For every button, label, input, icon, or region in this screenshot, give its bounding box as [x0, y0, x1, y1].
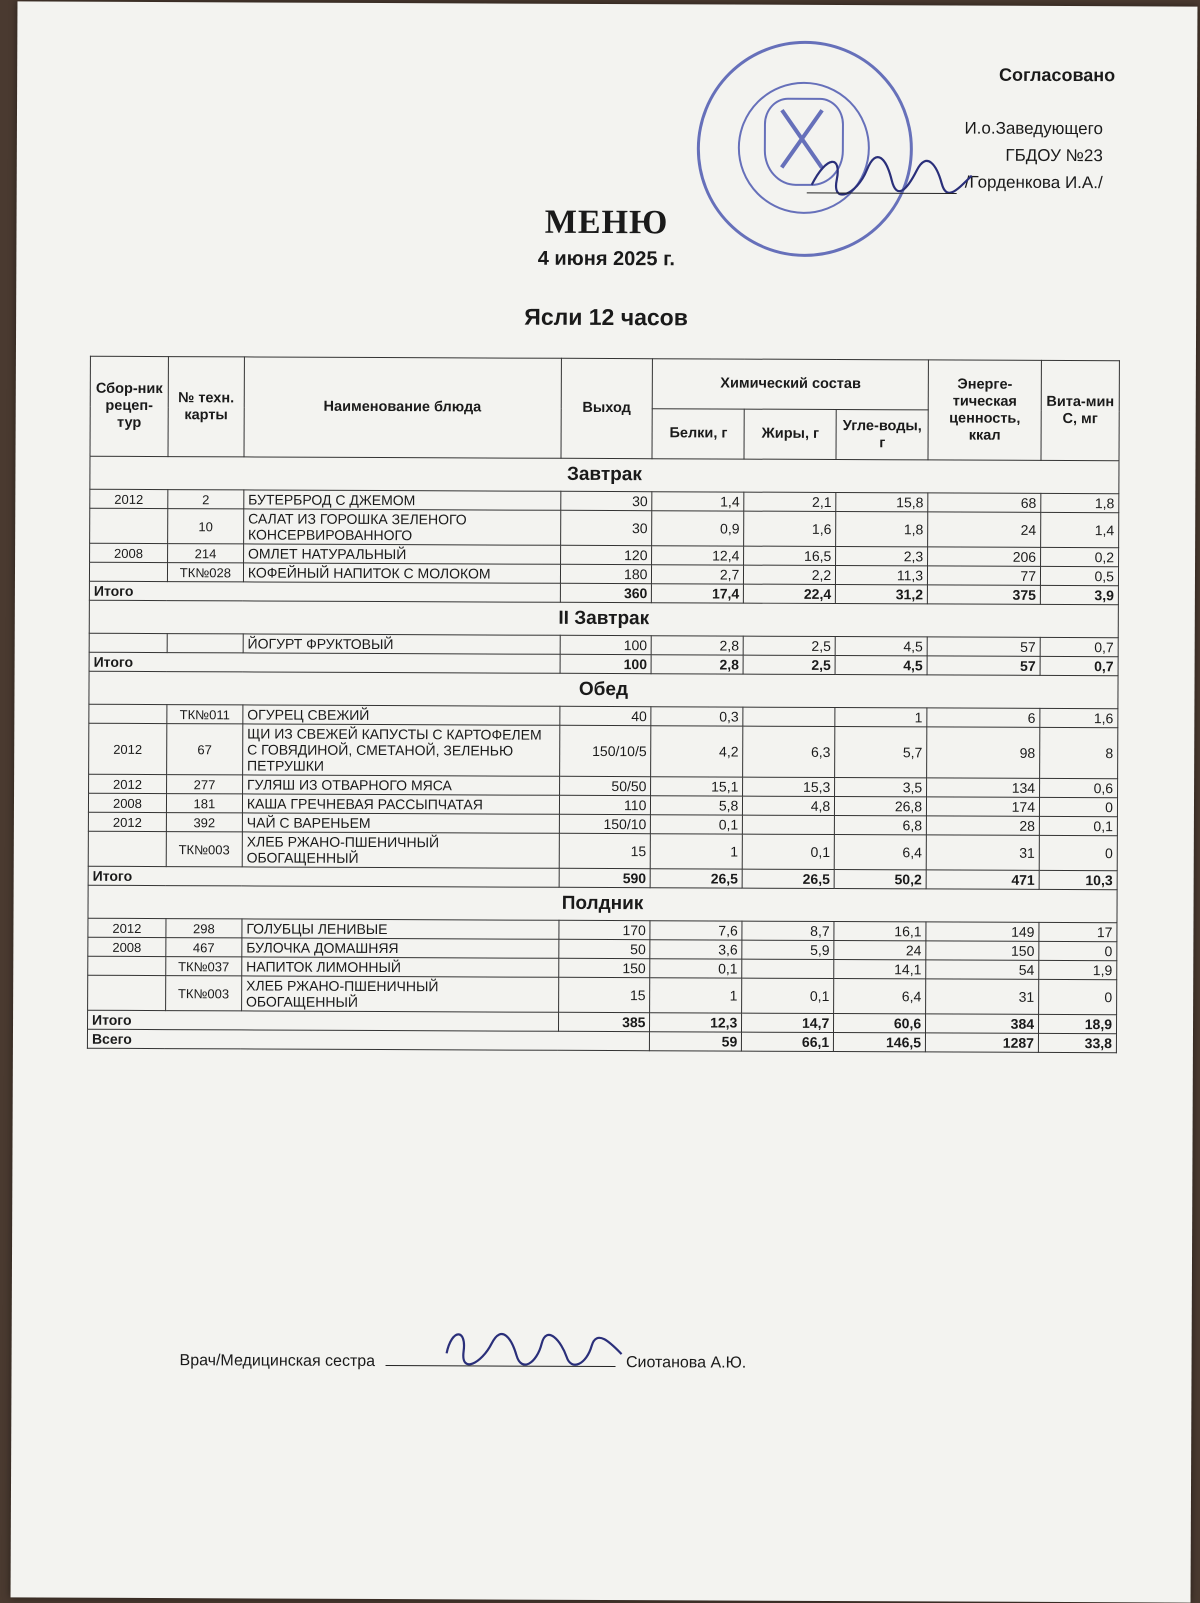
grand-total-energy: 1287 — [926, 1033, 1039, 1052]
total-vitamin: 18,9 — [1039, 1014, 1117, 1033]
vitamin-cell: 17 — [1039, 922, 1117, 941]
total-yield: 100 — [560, 654, 652, 673]
fat-cell: 2,5 — [743, 636, 835, 655]
dish-cell: КАША ГРЕЧНЕВАЯ РАССЫПЧАТАЯ — [242, 794, 559, 814]
section-title: Обед — [89, 671, 1118, 708]
carb-cell: 6,4 — [834, 979, 926, 1014]
protein-cell: 0,1 — [650, 959, 742, 978]
total-vitamin: 10,3 — [1039, 870, 1117, 889]
collection-cell — [89, 562, 167, 581]
section-title: II Завтрак — [89, 600, 1118, 637]
total-vitamin: 3,9 — [1040, 585, 1118, 604]
yield-cell: 15 — [559, 833, 651, 868]
vitamin-cell: 0,6 — [1040, 778, 1118, 797]
grand-total-label: Всего — [87, 1029, 649, 1050]
carb-cell: 6,4 — [834, 835, 926, 870]
carb-cell: 1,8 — [836, 512, 928, 547]
total-fat: 22,4 — [744, 584, 836, 603]
header-fat: Жиры, г — [744, 409, 836, 459]
yield-cell: 50/50 — [559, 776, 651, 795]
collection-cell — [88, 956, 166, 975]
doctor-label: Врач/Медицинская сестра — [179, 1352, 376, 1371]
menu-date: 4 июня 2025 г. — [537, 247, 676, 271]
fat-cell: 5,9 — [742, 940, 834, 959]
tech-card-cell: 467 — [166, 938, 242, 957]
vitamin-cell: 0,2 — [1041, 547, 1119, 566]
vitamin-cell: 1,4 — [1041, 512, 1119, 547]
total-protein: 17,4 — [652, 584, 744, 603]
section-header-row — [88, 885, 1117, 922]
header-carb: Угле-воды, г — [836, 410, 928, 460]
dish-cell: ОГУРЕЦ СВЕЖИЙ — [243, 705, 560, 725]
dish-cell: НАПИТОК ЛИМОННЫЙ — [242, 957, 559, 977]
yield-cell: 170 — [558, 920, 650, 939]
collection-cell: 2012 — [89, 774, 167, 793]
approval-org: ГБДОУ №23 — [1005, 145, 1103, 166]
header-energy: Энерге-тическая ценность, ккал — [928, 360, 1041, 460]
vitamin-cell: 1,6 — [1040, 708, 1118, 727]
grand-total-vitamin: 33,8 — [1038, 1033, 1116, 1052]
protein-cell: 1 — [650, 978, 742, 1013]
tech-card-cell: 277 — [166, 775, 242, 794]
total-fat: 14,7 — [742, 1013, 834, 1032]
energy-cell: 28 — [926, 816, 1039, 835]
total-carb: 4,5 — [835, 656, 927, 675]
energy-cell: 31 — [926, 979, 1039, 1014]
fat-cell: 0,1 — [743, 834, 835, 869]
tech-card-cell: 67 — [167, 724, 243, 775]
collection-cell: 2012 — [88, 812, 166, 831]
collection-cell: 2012 — [88, 918, 166, 937]
header-yield: Выход — [560, 358, 652, 458]
carb-cell: 2,3 — [836, 547, 928, 566]
vitamin-cell: 0 — [1039, 797, 1117, 816]
dish-cell: ХЛЕБ РЖАНО-ПШЕНИЧНЫЙ ОБОГАЩЕННЫЙ — [241, 976, 558, 1012]
header-dish: Наименование блюда — [244, 357, 561, 458]
carb-cell: 26,8 — [835, 797, 927, 816]
grand-total-protein: 59 — [650, 1032, 742, 1051]
yield-cell: 40 — [559, 706, 651, 725]
energy-cell: 54 — [926, 960, 1039, 979]
grand-total-carb: 146,5 — [834, 1033, 926, 1052]
protein-cell: 15,1 — [651, 777, 743, 796]
header-collection: Сбор-ник рецеп-тур — [90, 356, 168, 456]
yield-cell: 150/10/5 — [559, 725, 651, 776]
total-energy: 384 — [926, 1014, 1039, 1033]
protein-cell: 0,3 — [651, 707, 743, 726]
dish-cell: ЩИ ИЗ СВЕЖЕЙ КАПУСТЫ С КАРТОФЕЛЕМ С ГОВЯДИНОЙ, СМЕТАНОЙ, ЗЕЛЕНЬЮ ПЕТРУШКИ — [243, 724, 560, 776]
dish-cell: САЛАТ ИЗ ГОРОШКА ЗЕЛЕНОГО КОНСЕРВИРОВАННОГО — [244, 509, 561, 545]
vitamin-cell: 0 — [1039, 835, 1117, 870]
vitamin-cell: 0,1 — [1039, 816, 1117, 835]
fat-cell: 1,6 — [744, 511, 836, 546]
approval-heading: Согласовано — [998, 64, 1116, 86]
header-chemical: Химический состав — [653, 359, 929, 410]
carb-cell: 15,8 — [836, 493, 928, 512]
tech-card-cell: ТК№003 — [166, 976, 242, 1011]
energy-cell: 150 — [926, 941, 1039, 960]
carb-cell: 24 — [834, 941, 926, 960]
energy-cell: 98 — [927, 727, 1040, 778]
carb-cell: 6,8 — [835, 816, 927, 835]
carb-cell: 5,7 — [835, 727, 927, 778]
vitamin-cell: 0 — [1039, 979, 1117, 1014]
total-yield: 360 — [560, 583, 652, 602]
protein-cell: 2,7 — [652, 565, 744, 584]
total-vitamin: 0,7 — [1040, 656, 1118, 675]
vitamin-cell: 0,7 — [1040, 637, 1118, 656]
collection-cell — [89, 633, 167, 652]
collection-cell: 2012 — [90, 489, 168, 508]
carb-cell: 11,3 — [836, 566, 928, 585]
dish-cell: ГУЛЯШ ИЗ ОТВАРНОГО МЯСА — [242, 775, 559, 795]
collection-cell: 2012 — [89, 723, 167, 774]
dish-cell: ГОЛУБЦЫ ЛЕНИВЫЕ — [242, 919, 559, 939]
energy-cell: 134 — [927, 778, 1040, 797]
menu-title: МЕНЮ — [544, 203, 669, 242]
collection-cell — [88, 975, 166, 1010]
total-protein: 26,5 — [651, 869, 743, 888]
section-title: Полдник — [88, 885, 1117, 922]
collection-cell: 2008 — [88, 793, 166, 812]
fat-cell: 2,1 — [744, 492, 836, 511]
energy-cell: 31 — [926, 835, 1039, 870]
tech-card-cell: 298 — [166, 919, 242, 938]
carb-cell: 3,5 — [835, 778, 927, 797]
total-energy: 471 — [926, 870, 1039, 889]
yield-cell: 150/10 — [559, 814, 651, 833]
total-protein: 2,8 — [651, 655, 743, 674]
protein-cell: 1,4 — [652, 492, 744, 511]
energy-cell: 77 — [928, 566, 1041, 585]
table-row — [89, 723, 1118, 778]
document-page — [11, 1, 1198, 1602]
tech-card-cell — [167, 634, 243, 653]
table-row — [88, 975, 1117, 1014]
fat-cell — [742, 959, 834, 978]
dish-cell: КОФЕЙНЫЙ НАПИТОК С МОЛОКОМ — [243, 563, 560, 583]
fat-cell: 4,8 — [743, 796, 835, 815]
tech-card-cell: 2 — [168, 490, 244, 509]
fat-cell: 2,2 — [744, 565, 836, 584]
vitamin-cell: 8 — [1040, 727, 1118, 778]
fat-cell — [743, 815, 835, 834]
total-yield: 590 — [559, 868, 651, 887]
yield-cell: 15 — [558, 977, 650, 1012]
yield-cell: 30 — [560, 510, 652, 545]
dish-cell: БУЛОЧКА ДОМАШНЯЯ — [242, 938, 559, 958]
doctor-name: Сиотанова А.Ю. — [625, 1354, 747, 1372]
section-header-row — [89, 671, 1118, 708]
dish-cell: ЧАЙ С ВАРЕНЬЕМ — [242, 813, 559, 833]
fat-cell — [743, 707, 835, 726]
header-tech-card: № техн. карты — [168, 357, 244, 457]
fat-cell: 16,5 — [744, 546, 836, 565]
carb-cell: 1 — [835, 708, 927, 727]
tech-card-cell: 214 — [167, 544, 243, 563]
table-row — [88, 831, 1117, 870]
vitamin-cell: 0 — [1039, 941, 1117, 960]
yield-cell: 100 — [560, 635, 652, 654]
menu-table — [87, 356, 1120, 1053]
group-title: Ясли 12 часов — [524, 303, 688, 331]
yield-cell: 150 — [558, 958, 650, 977]
total-label: Итого — [89, 652, 560, 673]
total-protein: 12,3 — [650, 1013, 742, 1032]
total-label: Итого — [88, 866, 559, 887]
nurse-signature — [442, 1323, 632, 1374]
protein-cell: 5,8 — [651, 796, 743, 815]
protein-cell: 0,9 — [652, 511, 744, 546]
dish-cell: ХЛЕБ РЖАНО-ПШЕНИЧНЫЙ ОБОГАЩЕННЫЙ — [242, 832, 559, 868]
fat-cell: 6,3 — [743, 726, 835, 777]
dish-cell: ОМЛЕТ НАТУРАЛЬНЫЙ — [243, 544, 560, 564]
tech-card-cell: ТК№028 — [167, 563, 243, 582]
vitamin-cell: 1,8 — [1041, 493, 1119, 512]
dish-cell: БУТЕРБРОД С ДЖЕМОМ — [244, 490, 561, 510]
yield-cell: 180 — [560, 564, 652, 583]
yield-cell: 120 — [560, 545, 652, 564]
carb-cell: 4,5 — [835, 637, 927, 656]
total-energy: 375 — [927, 585, 1040, 604]
protein-cell: 4,2 — [651, 726, 743, 777]
approval-position: И.о.Заведующего — [964, 118, 1103, 139]
energy-cell: 6 — [927, 708, 1040, 727]
total-carb: 50,2 — [834, 870, 926, 889]
header-protein: Белки, г — [652, 409, 744, 459]
dish-cell: ЙОГУРТ ФРУКТОВЫЙ — [243, 634, 560, 654]
protein-cell: 1 — [651, 834, 743, 869]
energy-cell: 174 — [927, 797, 1040, 816]
tech-card-cell: 181 — [166, 794, 242, 813]
protein-cell: 2,8 — [652, 636, 744, 655]
section-header-row — [89, 600, 1118, 637]
section-title: Завтрак — [90, 456, 1119, 493]
energy-cell: 149 — [926, 922, 1039, 941]
tech-card-cell: ТК№003 — [166, 832, 242, 867]
approval-block — [964, 62, 1116, 197]
collection-cell — [90, 508, 168, 543]
collection-cell — [89, 704, 167, 723]
total-energy: 57 — [927, 656, 1040, 675]
tech-card-cell: 392 — [166, 813, 242, 832]
fat-cell: 15,3 — [743, 777, 835, 796]
yield-cell: 110 — [559, 795, 651, 814]
tech-card-cell: 10 — [168, 509, 244, 544]
grand-total-fat: 66,1 — [742, 1032, 834, 1051]
carb-cell: 14,1 — [834, 960, 926, 979]
protein-cell: 0,1 — [651, 815, 743, 834]
fat-cell: 0,1 — [742, 978, 834, 1013]
energy-cell: 206 — [928, 547, 1041, 566]
yield-cell: 50 — [558, 939, 650, 958]
collection-cell: 2008 — [90, 543, 168, 562]
total-carb: 31,2 — [836, 585, 928, 604]
total-label: Итого — [88, 1010, 559, 1031]
total-fat: 26,5 — [742, 869, 834, 888]
grand-total-row — [87, 1029, 1116, 1052]
header-vitamin: Вита-мин С, мг — [1041, 360, 1119, 460]
energy-cell: 68 — [928, 493, 1041, 512]
director-signature — [807, 145, 977, 206]
protein-cell: 7,6 — [650, 921, 742, 940]
menu-body — [87, 456, 1119, 1052]
collection-cell: 2008 — [88, 937, 166, 956]
energy-cell: 24 — [928, 512, 1041, 547]
protein-cell: 12,4 — [652, 546, 744, 565]
tech-card-cell: ТК№037 — [166, 957, 242, 976]
vitamin-cell: 0,5 — [1040, 566, 1118, 585]
collection-cell — [88, 831, 166, 866]
section-header-row — [90, 456, 1119, 493]
tech-card-cell: ТК№011 — [167, 705, 243, 724]
total-yield: 385 — [558, 1012, 650, 1031]
fat-cell: 8,7 — [742, 921, 834, 940]
total-fat: 2,5 — [743, 655, 835, 674]
energy-cell: 57 — [927, 637, 1040, 656]
carb-cell: 16,1 — [834, 922, 926, 941]
approval-name: /Горденкова И.А./ — [964, 172, 1103, 193]
protein-cell: 3,6 — [650, 940, 742, 959]
table-row — [90, 508, 1119, 547]
total-label: Итого — [89, 581, 560, 602]
total-carb: 60,6 — [834, 1014, 926, 1033]
yield-cell: 30 — [560, 491, 652, 510]
vitamin-cell: 1,9 — [1039, 960, 1117, 979]
